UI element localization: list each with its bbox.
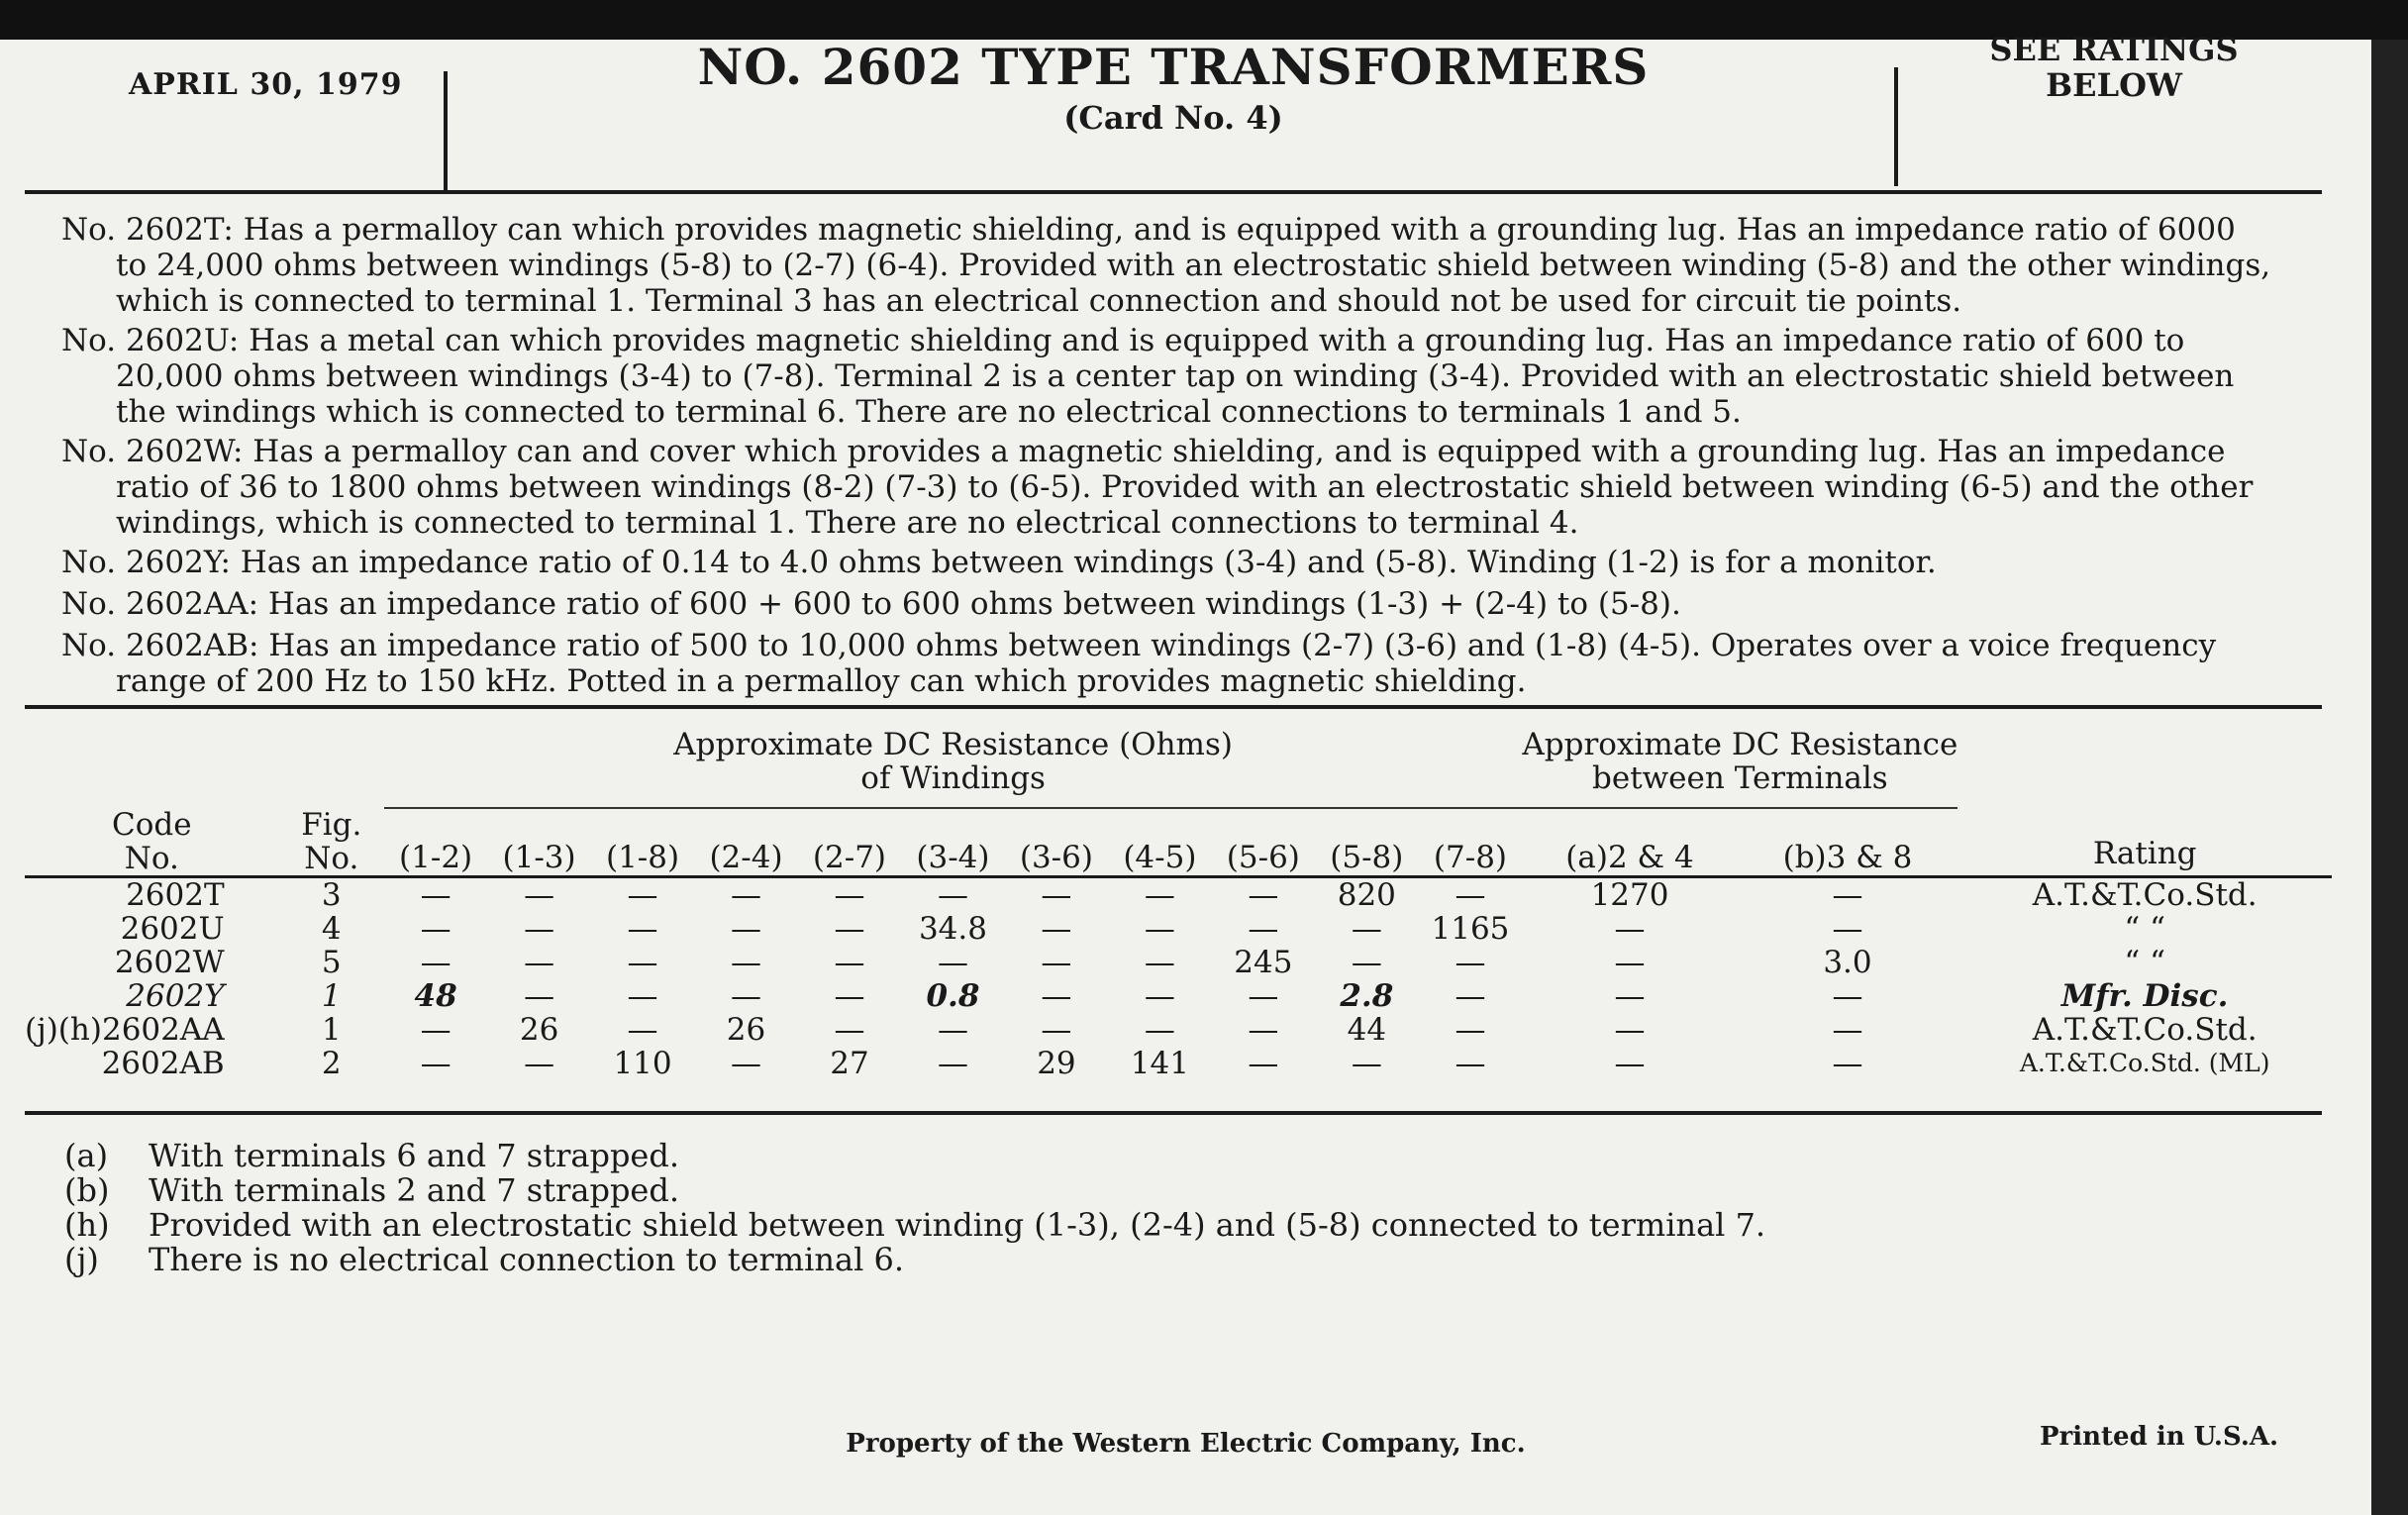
winding-column-header: (2-7) xyxy=(798,808,901,877)
code-cell xyxy=(25,1013,279,1047)
code-column-header: Code No. xyxy=(25,808,279,877)
winding-column-header: (1-8) xyxy=(591,808,694,877)
winding-resistance-cell: — xyxy=(627,877,658,913)
winding-resistance-cell: — xyxy=(1455,1046,1486,1081)
fig-cell: 3 xyxy=(321,877,342,913)
winding-resistance-cell: — xyxy=(1144,1012,1175,1048)
winding-resistance-cell: — xyxy=(524,945,555,980)
winding-resistance-cell: — xyxy=(731,945,762,980)
winding-resistance-cell: — xyxy=(1248,911,1279,947)
terminal-resistance-cell: — xyxy=(1614,911,1646,947)
winding-resistance-cell: — xyxy=(1351,1046,1382,1081)
card-edge-shadow xyxy=(2371,40,2408,1515)
description-2602W: No. 2602W: Has a permalloy can and cover which provides a magnetic shielding, and is equipped with a grounding lug. Has an impedance ratio of 36 to 1800 ohms between windings (8-2) (7-3) to (6-5). Provided with an electrostatic shield between winding (6-5) and the other windings, which is connected to terminal 1. There are no electrical connections to terminal 4. xyxy=(61,434,2254,541)
winding-resistance-cell: 110 xyxy=(613,1046,672,1081)
winding-resistance-cell: 26 xyxy=(726,1012,766,1048)
winding-resistance-cell: 26 xyxy=(519,1012,559,1048)
terminal-resistance-cell: — xyxy=(1614,945,1646,980)
description-2602AB: No. 2602AB: Has an impedance ratio of 500 to 10,000 ohms between windings (2-7) (3-6) and (1-8) (4-5). Operates over a voice frequency range of 200 Hz to 150 kHz. Potted in a permalloy can which provides magnetic shielding. xyxy=(61,628,2217,699)
winding-resistance-cell: — xyxy=(1248,877,1279,913)
table-row xyxy=(25,912,2332,946)
winding-resistance-cell: — xyxy=(937,945,968,980)
winding-resistance-cell: 0.8 xyxy=(926,978,980,1014)
winding-resistance-cell: 245 xyxy=(1234,945,1293,980)
resistance-table xyxy=(25,728,2332,1080)
table-top-rule xyxy=(25,705,2322,709)
description-2602T: No. 2602T: Has a permalloy can which provides magnetic shielding, and is equipped with a grounding lug. Has an impedance ratio of 6000 to 24,000 ohms between windings (5-8) to (2-7) (6-4). Provided with an electrostatic shield between winding (5-8) and the other windings, which is connected to terminal 1. Terminal 3 has an electrical connection and should not be used for circuit tie points. xyxy=(61,212,2271,319)
winding-resistance-cell: — xyxy=(1455,945,1486,980)
winding-resistance-cell: 48 xyxy=(414,978,457,1014)
fig-cell: 5 xyxy=(321,945,342,980)
winding-resistance-cell: — xyxy=(524,978,555,1014)
description-list xyxy=(61,212,2289,699)
winding-resistance-cell: — xyxy=(731,877,762,913)
code-number: 2602AB xyxy=(101,1046,225,1081)
footnote: (b) With terminals 2 and 7 strapped. xyxy=(64,1171,680,1209)
table-row xyxy=(25,1047,2332,1080)
table-bottom-rule xyxy=(25,1111,2322,1115)
winding-resistance-cell: — xyxy=(627,945,658,980)
winding-resistance-cell: — xyxy=(834,945,865,980)
winding-resistance-cell: — xyxy=(1248,978,1279,1014)
winding-resistance-cell: — xyxy=(1041,945,1072,980)
header-divider-left xyxy=(444,71,448,190)
description-2602AA: No. 2602AA: Has an impedance ratio of 600 + 600 to 600 ohms between windings (1-3) + (2-4) to (5-8). xyxy=(61,586,1681,622)
table-row xyxy=(25,1013,2332,1047)
windings-group-header: Approximate DC Resistance (Ohms) of Windings xyxy=(384,728,1523,808)
code-number: 2602AA xyxy=(101,1012,225,1048)
winding-resistance-cell: — xyxy=(1248,1012,1279,1048)
description-2602U: No. 2602U: Has a metal can which provides magnetic shielding and is equipped with a grounding lug. Has an impedance ratio of 600 to 20,000 ohms between windings (3-4) to (7-8). Terminal 2 is a center tap on winding (3-4). Provided with an electrostatic shield between the windings which is connected to terminal 6. There are no electrical connections to terminals 1 and 5. xyxy=(61,323,2235,430)
fig-column-header: Fig. No. xyxy=(279,808,384,877)
rating-cell: “ “ xyxy=(2124,911,2165,947)
winding-column-header: (7-8) xyxy=(1419,808,1523,877)
rating-cell: A.T.&T.Co.Std. (ML) xyxy=(2019,1049,2270,1077)
terminal-resistance-cell: — xyxy=(1832,1046,1863,1081)
winding-resistance-cell: — xyxy=(524,877,555,913)
winding-resistance-cell: — xyxy=(420,1046,452,1081)
winding-resistance-cell: — xyxy=(1144,945,1175,980)
rating-column-header: Rating xyxy=(1957,808,2332,877)
winding-resistance-cell: 1165 xyxy=(1431,911,1510,947)
rating-cell: A.T.&T.Co.Std. xyxy=(2032,1012,2258,1048)
winding-resistance-cell: — xyxy=(1041,1012,1072,1048)
fig-cell: 1 xyxy=(321,978,342,1014)
winding-resistance-cell: — xyxy=(524,1046,555,1081)
footnote: (h) Provided with an electrostatic shield between winding (1-3), (2-4) and (5-8) connected to terminal 7. xyxy=(64,1206,1766,1244)
winding-resistance-cell: — xyxy=(1041,911,1072,947)
winding-resistance-cell: — xyxy=(627,1012,658,1048)
resistance-table-body xyxy=(25,877,2332,1081)
code-number: 2602Y xyxy=(126,978,225,1014)
footnotes xyxy=(64,1139,1765,1277)
header-rule xyxy=(25,190,2322,194)
terminal-resistance-cell: 1270 xyxy=(1590,877,1669,913)
card-date: APRIL 30, 1979 xyxy=(129,67,403,102)
rating-cell: “ “ xyxy=(2124,945,2165,980)
winding-column-header: (1-2) xyxy=(384,808,487,877)
table-row xyxy=(25,979,2332,1013)
table-row xyxy=(25,946,2332,979)
winding-resistance-cell: 27 xyxy=(830,1046,869,1081)
winding-resistance-cell: — xyxy=(420,1012,452,1048)
winding-resistance-cell: — xyxy=(731,911,762,947)
winding-resistance-cell: — xyxy=(420,911,452,947)
winding-column-header: (3-6) xyxy=(1005,808,1108,877)
winding-resistance-cell: — xyxy=(627,911,658,947)
winding-resistance-cell: 34.8 xyxy=(918,911,987,947)
fig-cell: 4 xyxy=(321,911,342,947)
winding-resistance-cell: — xyxy=(834,877,865,913)
winding-column-header: (1-3) xyxy=(487,808,590,877)
winding-resistance-cell: — xyxy=(1248,1046,1279,1081)
terminal-resistance-cell: — xyxy=(1614,1012,1646,1048)
code-number: 2602U xyxy=(120,911,225,947)
terminal-column-header: (b)3 & 8 xyxy=(1738,808,1958,877)
property-notice: Property of the Western Electric Company, Inc. xyxy=(846,1429,1526,1459)
printed-in-notice: Printed in U.S.A. xyxy=(2040,1422,2279,1452)
winding-resistance-cell: — xyxy=(731,1046,762,1081)
winding-column-header: (2-4) xyxy=(694,808,797,877)
winding-resistance-cell: 44 xyxy=(1347,1012,1387,1048)
winding-resistance-cell: — xyxy=(1144,911,1175,947)
fig-cell: 2 xyxy=(321,1046,342,1081)
column-header-row xyxy=(25,808,2332,877)
terminal-resistance-cell: — xyxy=(1614,1046,1646,1081)
rating-cell: A.T.&T.Co.Std. xyxy=(2032,877,2258,913)
winding-resistance-cell: — xyxy=(1455,877,1486,913)
winding-resistance-cell: — xyxy=(937,877,968,913)
winding-resistance-cell: — xyxy=(524,911,555,947)
card-number: (Card No. 4) xyxy=(1063,99,1283,137)
winding-resistance-cell: — xyxy=(420,877,452,913)
terminal-resistance-cell: 3.0 xyxy=(1823,945,1872,980)
terminal-resistance-cell: — xyxy=(1832,877,1863,913)
page-title: NO. 2602 TYPE TRANSFORMERS xyxy=(697,38,1650,96)
fig-cell: 1 xyxy=(321,1012,342,1048)
description-2602Y: No. 2602Y: Has an impedance ratio of 0.14 to 4.0 ohms between windings (3-4) and (5-8). Winding (1-2) is for a monitor. xyxy=(61,545,1937,580)
code-cell xyxy=(25,1047,279,1080)
winding-column-header: (4-5) xyxy=(1108,808,1211,877)
terminal-resistance-cell: — xyxy=(1614,978,1646,1014)
winding-resistance-cell: — xyxy=(937,1012,968,1048)
winding-resistance-cell: 2.8 xyxy=(1340,978,1394,1014)
winding-resistance-cell: — xyxy=(627,978,658,1014)
winding-column-header: (5-8) xyxy=(1315,808,1418,877)
winding-resistance-cell: 820 xyxy=(1337,877,1396,913)
winding-resistance-cell: — xyxy=(834,1012,865,1048)
winding-resistance-cell: — xyxy=(1351,911,1382,947)
code-cell xyxy=(25,946,279,979)
winding-resistance-cell: — xyxy=(1041,978,1072,1014)
winding-resistance-cell: 29 xyxy=(1037,1046,1076,1081)
winding-resistance-cell: — xyxy=(1455,978,1486,1014)
code-cell xyxy=(25,912,279,946)
winding-resistance-cell: — xyxy=(1041,877,1072,913)
winding-resistance-cell: — xyxy=(1455,1012,1486,1048)
code-cell xyxy=(25,877,279,913)
terminal-column-header: (a)2 & 4 xyxy=(1522,808,1737,877)
winding-resistance-cell: — xyxy=(1351,945,1382,980)
code-cell xyxy=(25,979,279,1013)
winding-resistance-cell: — xyxy=(420,945,452,980)
winding-resistance-cell: — xyxy=(834,978,865,1014)
terminals-group-header: Approximate DC Resistance between Terminals xyxy=(1522,728,1957,808)
footnote: (j) There is no electrical connection to terminal 6. xyxy=(64,1241,904,1278)
winding-resistance-cell: — xyxy=(1144,877,1175,913)
terminal-resistance-cell: — xyxy=(1832,911,1863,947)
winding-resistance-cell: — xyxy=(834,911,865,947)
winding-resistance-cell: — xyxy=(1144,978,1175,1014)
terminal-resistance-cell: — xyxy=(1832,1012,1863,1048)
header-divider-right xyxy=(1894,67,1898,186)
table-row xyxy=(25,877,2332,913)
winding-resistance-cell: 141 xyxy=(1130,1046,1189,1081)
code-number: 2602T xyxy=(126,877,225,913)
winding-column-header: (5-6) xyxy=(1212,808,1315,877)
winding-resistance-cell: — xyxy=(731,978,762,1014)
rating-cell: Mfr. Disc. xyxy=(2060,978,2229,1014)
terminal-resistance-cell: — xyxy=(1832,978,1863,1014)
code-number: 2602W xyxy=(114,945,225,980)
footnote: (a) With terminals 6 and 7 strapped. xyxy=(64,1137,680,1174)
footnote-ref: (j)(h) xyxy=(25,1012,102,1048)
winding-resistance-cell: — xyxy=(937,1046,968,1081)
see-ratings-note: SEE RATINGS BELOW xyxy=(1989,31,2239,104)
winding-column-header: (3-4) xyxy=(901,808,1004,877)
